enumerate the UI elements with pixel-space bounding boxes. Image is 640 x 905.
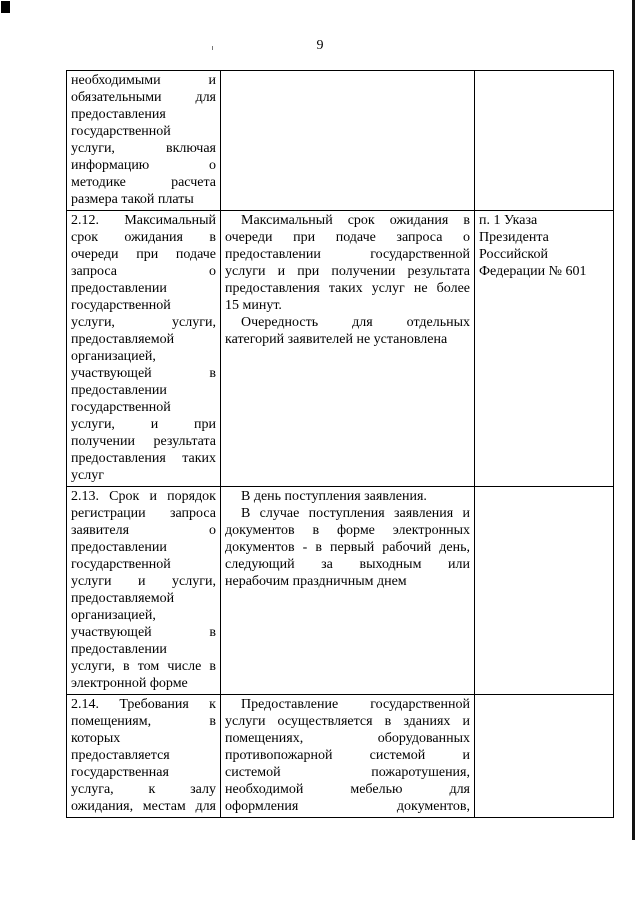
row-basis-cell [475, 695, 614, 818]
text-line: Президента [479, 230, 549, 245]
scan-edge-line [632, 0, 635, 840]
text-line: нерабочим праздничным днем [225, 574, 407, 589]
text-line: услуги осуществляется в зданиях и [225, 714, 470, 729]
text-line: Очередность для отдельных [241, 315, 470, 330]
text-line: электронной форме [71, 676, 188, 691]
text-line: государственной [71, 298, 171, 313]
text-line: услуги и услуги, [71, 574, 216, 589]
text-line: Федерации № 601 [479, 264, 587, 279]
row-title-cell [67, 487, 221, 695]
text-line: срок ожидания в [71, 230, 216, 245]
text-line: государственной [71, 557, 171, 572]
text-line: участвующей в [71, 625, 216, 640]
page-number: 9 [316, 38, 324, 53]
requirements-table [66, 70, 614, 818]
text-line: предоставляемой [71, 591, 175, 606]
text-line: предоставлении [71, 383, 167, 398]
text-line: Максимальный срок ожидания в [241, 213, 470, 228]
text-line: которых [71, 731, 121, 746]
text-line: Предоставление государственной [241, 697, 470, 712]
text-line: В день поступления заявления. [241, 489, 427, 504]
text-line: предоставлении [71, 540, 167, 555]
text-line: получении результата [71, 434, 216, 449]
text-line: 2.12. Максимальный [71, 213, 216, 228]
text-line: размера такой платы [71, 192, 194, 207]
text-line: услуги, услуги, [71, 315, 216, 330]
table-row [67, 71, 614, 211]
row-title-cell [67, 211, 221, 487]
text-line: ожидания, местам для [71, 799, 216, 814]
row-content-cell [221, 71, 475, 211]
text-line: услуги, и при [71, 417, 216, 432]
text-line: документов в форме электронных [225, 523, 470, 538]
text-line: услуги, включая [71, 141, 216, 156]
text-line: регистрации запроса [71, 506, 216, 521]
row-basis-cell [475, 487, 614, 695]
text-line: категорий заявителей не установлена [225, 332, 448, 347]
row-content-cell [221, 487, 475, 695]
text-line: услуга, к залу [71, 782, 216, 797]
text-line: необходимой мебелью для [225, 782, 470, 797]
table-row [67, 695, 614, 818]
text-line: очереди при подаче [71, 247, 216, 262]
text-line: 2.14. Требования к [71, 697, 216, 712]
row-content-cell [221, 211, 475, 487]
text-line: услуги, в том числе в [71, 659, 216, 674]
row-content-cell [221, 695, 475, 818]
text-line: организацией, [71, 349, 156, 364]
text-line: государственная [71, 765, 169, 780]
text-line: запроса о [71, 264, 216, 279]
text-line: организацией, [71, 608, 156, 623]
text-line: 15 минут. [225, 298, 282, 313]
text-line: п. 1 Указа [479, 213, 538, 228]
text-line: методике расчета [71, 175, 216, 190]
text-line: информацию о [71, 158, 216, 173]
text-line: необходимыми и [71, 73, 216, 88]
text-line: участвующей в [71, 366, 216, 381]
text-line: системой пожаротушения, [225, 765, 470, 780]
text-line: государственной [71, 400, 171, 415]
text-line: предоставления [71, 107, 166, 122]
text-line: предоставлении [71, 281, 167, 296]
scan-corner-mark [1, 1, 10, 13]
text-line: предоставлении государственной [225, 247, 470, 262]
table-row [67, 487, 614, 695]
text-line: предоставления таких услуг не более [225, 281, 470, 296]
text-line: предоставляемой [71, 332, 175, 347]
text-line: 2.13. Срок и порядок [71, 489, 216, 504]
text-line: оформления документов, [225, 799, 470, 814]
table-row [67, 211, 614, 487]
text-line: услуги и при получении результата [225, 264, 470, 279]
text-line: документов - в первый рабочий день, [225, 540, 470, 555]
row-basis-cell [475, 71, 614, 211]
text-line: очереди при подаче запроса о [225, 230, 470, 245]
text-line: государственной [71, 124, 171, 139]
text-line: В случае поступления заявления и [241, 506, 470, 521]
text-line: Российской [479, 247, 548, 262]
text-line: предоставлении [71, 642, 167, 657]
text-line: следующий за выходным или [225, 557, 470, 572]
row-title-cell [67, 695, 221, 818]
text-line: обязательными для [71, 90, 216, 105]
text-line: помещениях, оборудованных [225, 731, 470, 746]
table-body [67, 71, 614, 818]
text-line: предоставляется [71, 748, 170, 763]
text-line: заявителя о [71, 523, 216, 538]
text-line: предоставления таких [71, 451, 216, 466]
row-title-cell [67, 71, 221, 211]
text-line: противопожарной системой и [225, 748, 470, 763]
row-basis-cell [475, 211, 614, 487]
text-line: услуг [71, 468, 104, 483]
text-line: помещениям, в [71, 714, 216, 729]
